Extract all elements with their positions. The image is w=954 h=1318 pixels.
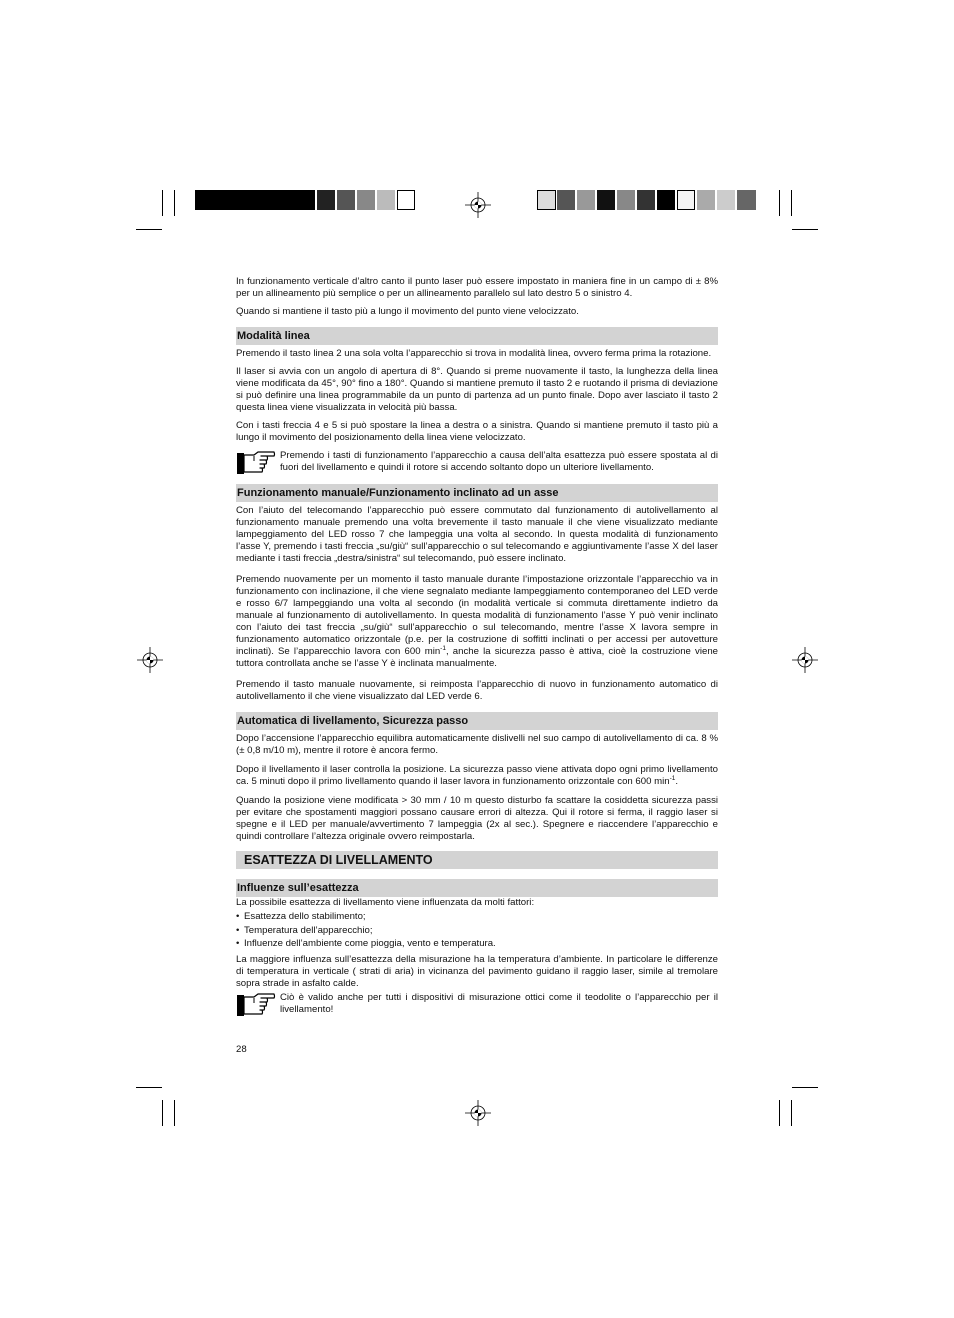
- body-paragraph: Dopo l’accensione l’apparecchio equilibra automaticamente dislivelli nel suo campo di autolivellamento di ca. 8 % (± 0,8 m/10 m), mentre il rotore è ancora fermo.: [236, 733, 718, 756]
- crop-mark: [779, 190, 780, 216]
- body-paragraph: Quando la posizione viene modificata > 30 mm / 10 m questo disturbo fa scattare la cosiddetta sicurezza passi per evitare che spostamenti maggiori possano causare errori di altezza. Qui il rotore si ferma, il raggio laser si spegne e il LED per manuale/avvertimento 7 lampeggia (2x al sec.). Spegnere e riaccendere l’apparecchio e quindi controllare l’altezza originale ovvero reimpostarla.: [236, 795, 718, 842]
- body-paragraph: Con l’aiuto del telecomando l’apparecchio può essere commutato dal funzionamento di autolivellamento al funzionamento manuale premendo una volta brevemente il tasto manuale il che viene visualizzato mediante lampeggiamento del LED rosso 7 che lampeggia una volta al secondo. In questa modalità di funzionamento l’asse Y, premendo i tasti freccia „su/giù“ sull’apparecchio o sul telecomando e aggiuntivamente l’asse X del laser mediante i tasti freccia „destra/sinistra“ sul telecomando, può essere inclinato.: [236, 505, 718, 564]
- crop-mark: [791, 190, 792, 216]
- list-item: • Influenze dell’ambiente come pioggia, vento e temperatura.: [236, 938, 718, 950]
- color-bar-right: [537, 190, 756, 210]
- list-item: • Temperatura dell’apparecchio;: [236, 925, 718, 937]
- crop-mark: [174, 190, 175, 216]
- note-block: [236, 992, 718, 1018]
- section-heading-influenze: Influenze sull’esattezza: [236, 879, 718, 897]
- body-paragraph: Premendo il tasto linea 2 una sola volta l’apparecchio si trova in modalità linea, ovvero ferma prima la rotazione.: [236, 348, 712, 359]
- registration-mark-icon: [465, 192, 491, 218]
- body-paragraph: Il laser si avvia con un angolo di apertura di 8°. Quando si preme nuovamente il tasto, la lunghezza della linea viene modificata da 45°, 90° fino a 180°. Quando si mantiene premuto il tasto 2 e ruotando il prisma di deviazione si può definire una linea programmabile da un punto di partenza ad un punto finale. Dopo aver lasciato il tasto 2 questa linea viene visualizzata in velocità più bassa.: [236, 366, 718, 413]
- body-paragraph: Premendo il tasto manuale nuovamente, si reimposta l’apparecchio di nuovo in funzionamento automatico di autolivellamento il che viene visualizzato dal LED verde 6.: [236, 679, 718, 702]
- registration-mark-icon: [465, 1100, 491, 1126]
- crop-mark: [162, 190, 163, 216]
- crop-mark: [792, 229, 818, 230]
- manual-page-content: [236, 276, 718, 1024]
- crop-mark: [792, 1087, 818, 1088]
- list-item: • Esattezza dello stabilimento;: [236, 911, 718, 923]
- color-bar-left: [195, 190, 415, 210]
- intro-paragraph: In funzionamento verticale d’altro canto il punto laser può essere impostato in maniera fine in un campo di ± 8% per un allineamento più semplice o per un allineamento parallelo sul lato destro 5 o sinistro 4.: [236, 276, 718, 299]
- body-paragraph: La possibile esattezza di livellamento viene influenzata da molti fattori:: [236, 897, 535, 908]
- crop-mark: [162, 1100, 163, 1126]
- body-paragraph: Dopo il livellamento il laser controlla la posizione. La sicurezza passo viene attivata dopo ogni primo livellamento ca. 5 minuti dopo il primo livellamento quando il laser lavora in funzionamento orizzontale con 600 $\min^{-1}$.: [236, 764, 718, 787]
- note-text: Ciò è valido anche per tutti i dispositivi di misurazione ottici come il teodolite o l’apparecchio per il livellamento!: [280, 992, 718, 1015]
- section-heading-modalita-linea: Modalità linea: [236, 327, 718, 345]
- factor-list: [236, 911, 718, 950]
- note-text: Premendo i tasti di funzionamento l’apparecchio a causa dell’alta esattezza può essere spostata al di fuori del livellamento e quindi il rotore si accendo soltanto dopo un ulteriore livellamento.: [280, 450, 718, 473]
- intro-paragraph: Quando si mantiene il tasto più a lungo il movimento del punto viene velocizzato.: [236, 306, 579, 317]
- body-paragraph: Con i tasti freccia 4 e 5 si può spostare la linea a destra o a sinistra. Quando si mantiene premuto il tasto più a lungo il movimento del posizionamento della linea viene velocizzato.: [236, 420, 718, 443]
- chapter-heading-esattezza: ESATTEZZA DI LIVELLAMENTO: [236, 851, 718, 869]
- registration-mark-icon: [137, 647, 163, 673]
- section-heading-funzionamento-manuale: Funzionamento manuale/Funzionamento inclinato ad un asse: [236, 484, 718, 502]
- registration-mark-icon: [792, 647, 818, 673]
- body-paragraph: Premendo nuovamente per un momento il tasto manuale durante l’impostazione orizzontale l’apparecchio va in funzionamento con inclinazione, il che viene segnalato mediante lampeggiamento contemporaneo del LED verde e rosso 6/7 lampeggiando una volta al secondo (in modalità verticale si commuta direttamente indietro da manuale al funzionamento di autolivellamento. In questa modalità di funzionamento l’asse Y può venir inclinato con l’aiuto dei tast freccia „su/giù“ sull’apparecchio o sul telecomando, mentre l’asse X lavora sempre in funzionamento automatico orizzontale (p.e. per la costruzione di soffitti inclinati o per accessi per autovetture inclinati). Se l’apparecchio lavora con 600 $\min^{-1}$, anche la sicurezza passo è attiva, cioè la costruzione viene tuttora controllata anche se l’asse Y è inclinata manualmente.: [236, 574, 718, 669]
- crop-mark: [136, 229, 162, 230]
- pointing-hand-icon: [236, 450, 276, 476]
- note-block: [236, 450, 718, 476]
- crop-mark: [136, 1087, 162, 1088]
- crop-mark: [779, 1100, 780, 1126]
- crop-mark: [174, 1100, 175, 1126]
- page-number: 28: [236, 1044, 247, 1055]
- body-paragraph: La maggiore influenza sull’esattezza della misurazione ha la temperatura d’ambiente. In particolare le differenze di temperatura in verticale ( strati di aria) in vicinanza del pavimento guidano il raggio laser, simile al tremolare sopra strade in asfalto calde.: [236, 954, 718, 989]
- pointing-hand-icon: [236, 992, 276, 1018]
- section-heading-automatica-livellamento: Automatica di livellamento, Sicurezza passo: [236, 712, 718, 730]
- crop-mark: [791, 1100, 792, 1126]
